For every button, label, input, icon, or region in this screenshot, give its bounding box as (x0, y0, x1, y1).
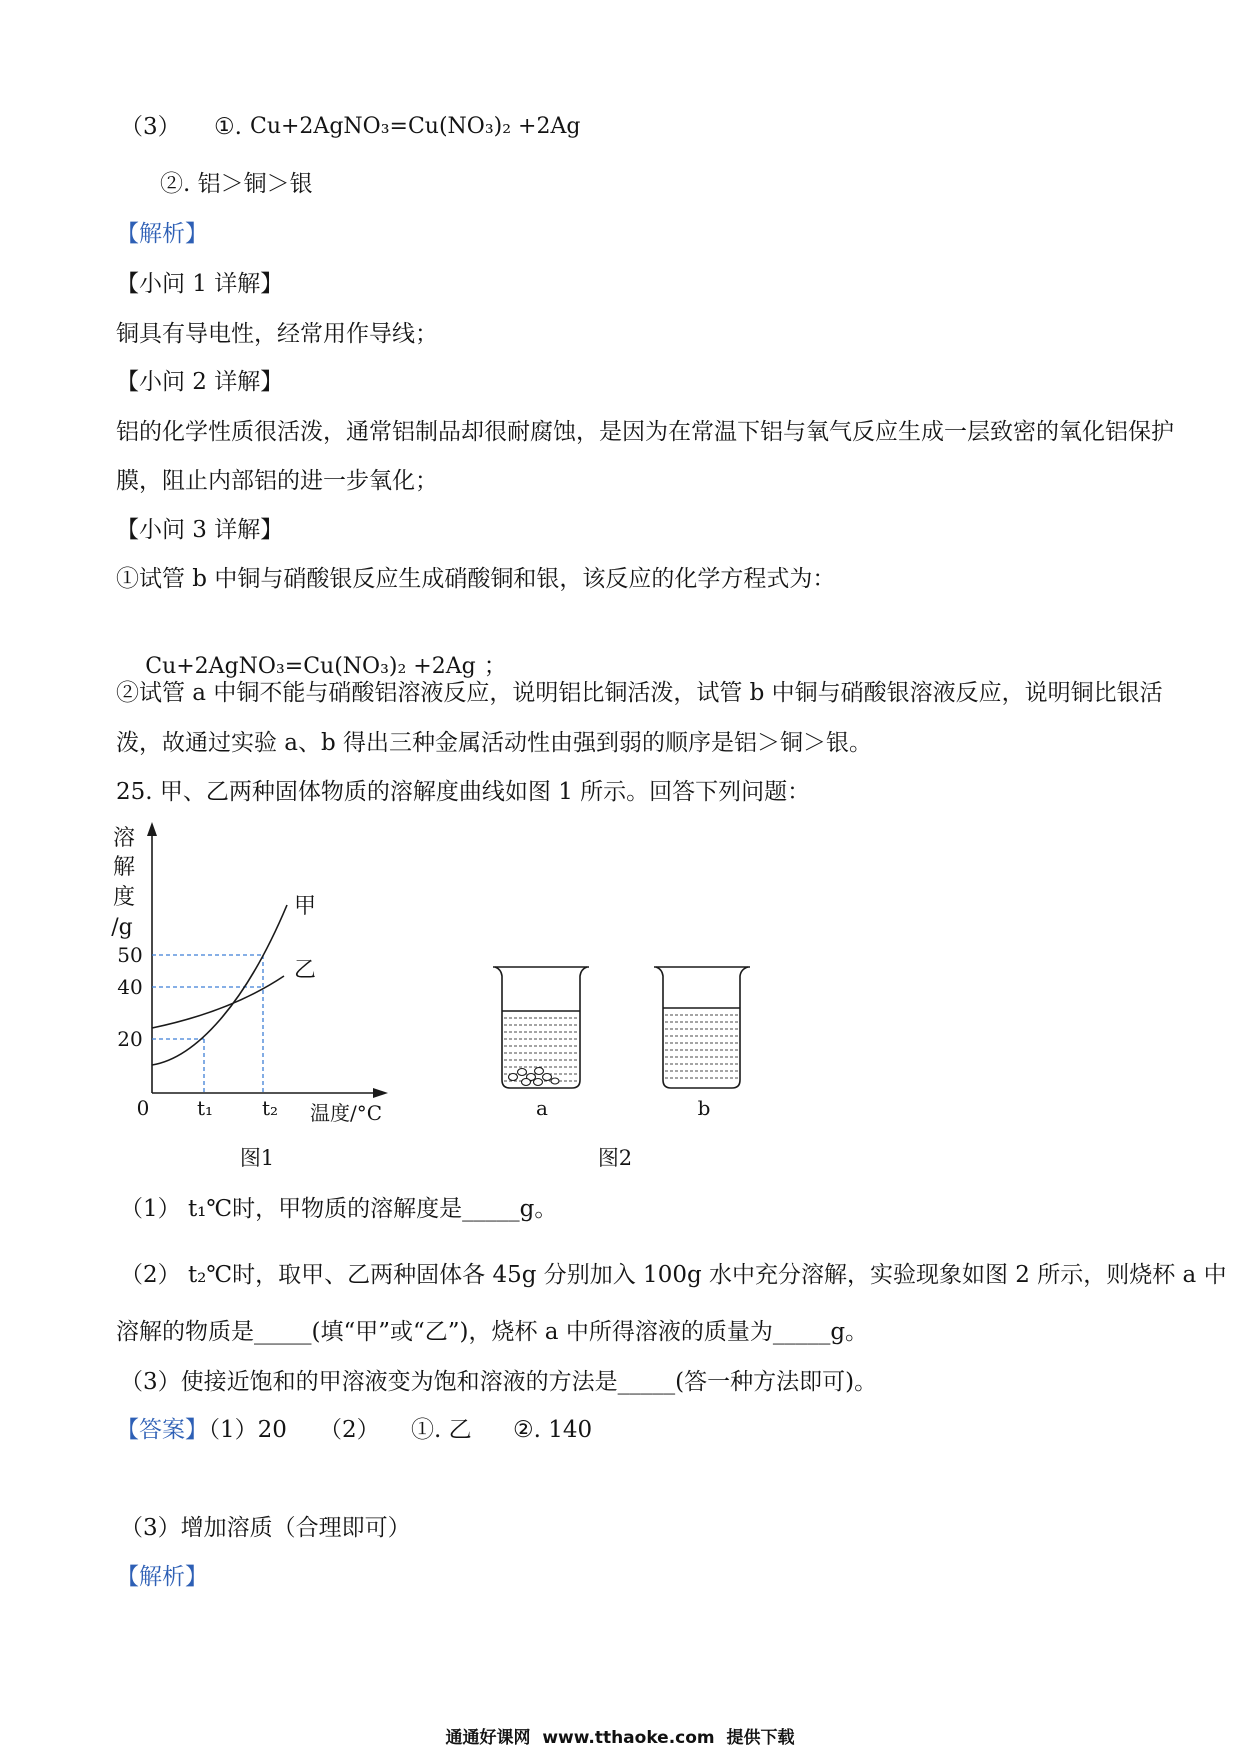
x-tick-label: t₂ (261, 1096, 279, 1120)
analysis-part2-line: 膜，阻止内部铝的进一步氧化； (116, 468, 438, 494)
y-axis-label-unit: /g (111, 915, 133, 940)
solubility-curve-figure (100, 810, 420, 1175)
solid-particle (543, 1074, 552, 1081)
page-footer: 通通好课网 www.tthaoke.com 提供下载 (445, 1728, 795, 1748)
beaker-label-b: b (697, 1096, 711, 1120)
analysis-heading: 【解析】 (116, 1564, 208, 1590)
analysis-part3-equation-line (116, 618, 507, 679)
question-25-sub2-line: 溶解的物质是_____(填“甲”或“乙”)，烧杯 a 中所得溶液的质量为_____g。 (116, 1319, 869, 1345)
x-tick-label: t₁ (196, 1096, 214, 1120)
y-tick-label: 20 (117, 1027, 143, 1051)
analysis-part3-equation: Cu+2AgNO₃=Cu(NO₃)₂ +2Ag (145, 654, 476, 679)
answer-part1: （1）20 (197, 1417, 287, 1443)
answer-q3-equation: Cu+2AgNO₃=Cu(NO₃)₂ +2Ag (250, 114, 581, 139)
solution-hatching (665, 1015, 738, 1078)
solid-particle (534, 1079, 543, 1086)
answer-q3-item1-label: ①. (214, 114, 242, 140)
beaker-label-a: a (536, 1096, 548, 1120)
y-tick-label: 40 (117, 975, 143, 999)
answer-part2-item2: ②. 140 (513, 1417, 593, 1443)
curve-label-yi: 乙 (293, 958, 317, 983)
solid-particle (509, 1074, 518, 1081)
analysis-part3-line: ②试管 a 中铜不能与硝酸铝溶液反应，说明铝比铜活泼，试管 b 中铜与硝酸银溶液反应，说明铜比银活 (116, 680, 1163, 706)
analysis-part3-intro: ①试管 b 中铜与硝酸银反应生成硝酸铜和银，该反应的化学方程式为： (116, 566, 836, 592)
analysis-part2-heading: 【小问 2 详解】 (116, 369, 284, 395)
question-25-sub3: （3）使接近饱和的甲溶液变为饱和溶液的方法是_____(答一种方法即可)。 (120, 1369, 878, 1395)
beaker-body (656, 967, 748, 1088)
answer-heading: 【答案】 (116, 1417, 208, 1443)
beakers-figure (480, 950, 780, 1175)
answer-part2-label: （2） (319, 1417, 380, 1443)
question-25-sub1: （1） t₁℃时，甲物质的溶解度是_____g。 (120, 1196, 558, 1222)
solid-particle (518, 1069, 527, 1076)
analysis-part3-equation-end: ； (483, 653, 507, 679)
undissolved-solid (509, 1068, 560, 1086)
solid-particle (535, 1068, 544, 1075)
solid-particle (551, 1078, 559, 1084)
curve-jia (152, 905, 287, 1065)
answer-part3: （3）增加溶质（合理即可） (120, 1515, 411, 1541)
question-25-sub2-line: （2） t₂℃时，取甲、乙两种固体各 45g 分别加入 100g 水中充分溶解，实验现象如图 2 所示，则烧杯 a 中 (120, 1262, 1227, 1288)
y-tick-label: 50 (117, 943, 143, 967)
origin-label: 0 (136, 1096, 150, 1120)
x-axis-arrow (373, 1088, 388, 1098)
analysis-part3-heading: 【小问 3 详解】 (116, 517, 284, 543)
question-25-stem: 25. 甲、乙两种固体物质的溶解度曲线如图 1 所示。回答下列问题： (116, 779, 811, 805)
analysis-part3-line: 泼，故通过实验 a、b 得出三种金属活动性由强到弱的顺序是铝＞铜＞银。 (116, 730, 873, 756)
answer-part2-item1: ①. 乙 (411, 1417, 472, 1443)
y-axis-label-char: 度 (112, 885, 136, 910)
curve-yi (152, 976, 284, 1028)
curve-label-jia: 甲 (293, 894, 317, 919)
analysis-heading: 【解析】 (116, 221, 208, 247)
x-axis-label: 温度/°C (309, 1101, 383, 1125)
y-axis-label-char: 溶 (112, 826, 136, 851)
solid-particle (522, 1079, 531, 1086)
beaker-b (654, 967, 750, 1120)
figure1-caption: 图1 (239, 1146, 275, 1170)
y-axis-label-char: 解 (112, 855, 136, 880)
answer-q3-item2: ②. 铝＞铜＞银 (160, 171, 313, 197)
answer-q3-label: （3） (120, 114, 181, 140)
analysis-part1-heading: 【小问 1 详解】 (116, 271, 284, 297)
analysis-part1-text: 铜具有导电性，经常用作导线； (116, 321, 438, 347)
beaker-a (493, 967, 589, 1120)
analysis-part2-line: 铝的化学性质很活泼，通常铝制品却很耐腐蚀，是因为在常温下铝与氧气反应生成一层致密的氧化铝保护 (116, 419, 1174, 445)
figure2-caption: 图2 (597, 1146, 633, 1170)
y-axis-arrow (147, 822, 157, 836)
